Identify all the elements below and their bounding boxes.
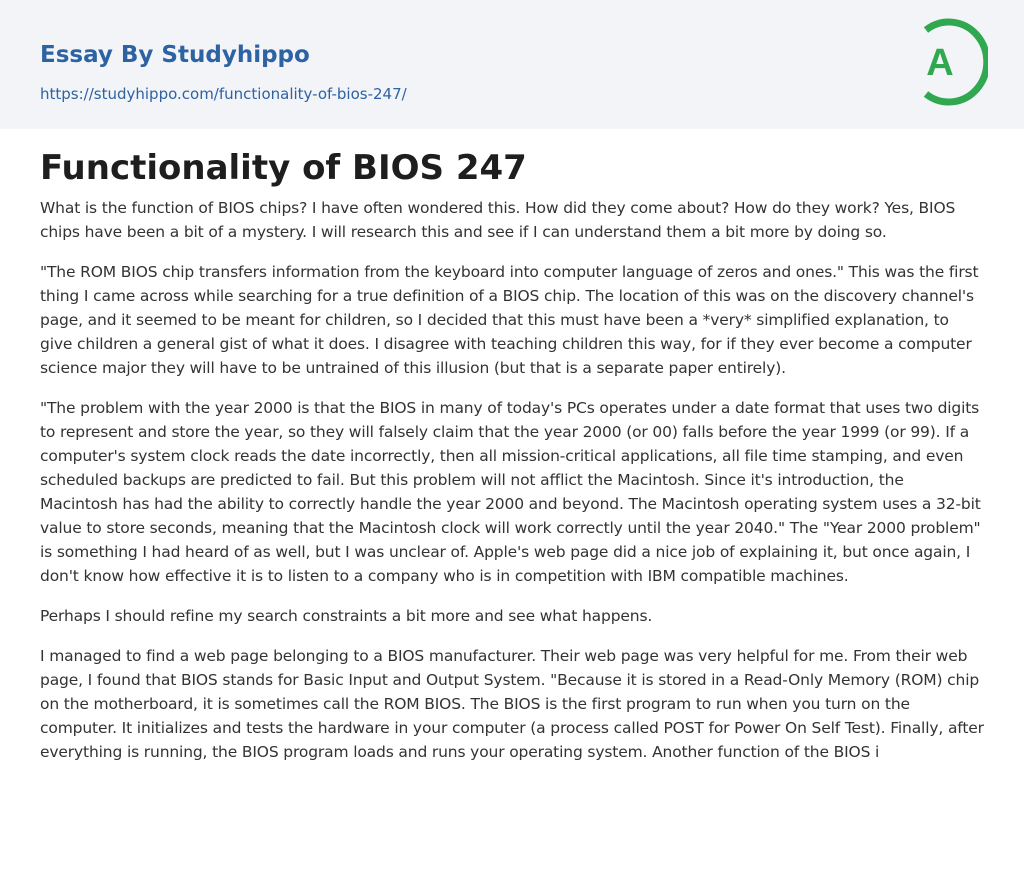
essay-paragraph: "The problem with the year 2000 is that the BIOS in many of today's PCs operates under a date format that uses two digits to represent and store the year, so they will falsely claim that the year 2000 (or 00) falls before the year 1999 (or 99). If a computer's system clock reads the date incorrectly, then all mission-critical applications, all file time stamping, and even scheduled backups are predicted to fail. But this problem will not afflict the Macintosh. Since it's introduction, the Macintosh has had the ability to correctly handle the year 2000 and beyond. The Macintosh operating system uses a 32-bit value to store seconds, meaning that the Macintosh clock will work correctly until the year 2040." The "Year 2000 problem" is something I had heard of as well, but I was unclear of. Apple's web page did a nice job of explaining it, but once again, I don't know how effective it is to listen to a company who is in competition with IBM compatible machines. (40, 399, 981, 585)
site-header (0, 0, 1024, 129)
essay-paragraph: What is the function of BIOS chips? I have often wondered this. How did they come about? How do they work? Yes, BIOS chips have been a bit of a mystery. I will research this and see if I can understand them a bit more by doing so. (40, 199, 956, 241)
essay-paragraph: I managed to find a web page belonging to a BIOS manufacturer. Their web page was very helpful for me. From their web page, I found that BIOS stands for Basic Input and Output System. "Because it is stored in a Read-Only Memory (ROM) chip on the motherboard, it is sometimes call the ROM BIOS. The BIOS is the first program to run when you turn on the computer. It initializes and tests the hardware in your computer (a process called POST for Power On Self Test). Finally, after everything is running, the BIOS program loads and runs your operating system. Another function of the BIOS i (40, 647, 984, 761)
studyhippo-logo-icon[interactable] (912, 18, 988, 106)
page-url-link[interactable]: https://studyhippo.com/functionality-of-bios-247/ (40, 85, 407, 103)
essay-paragraph: "The ROM BIOS chip transfers information from the keyboard into computer language of zeros and ones." This was the first thing I came across while searching for a true definition of a BIOS chip. The location of this was on the discovery channel's page, and it seemed to be meant for children, so I decided that this must have been a *very* simplified explanation, to give children a general gist of what it does. I disagree with teaching children this way, for if they ever become a computer science major they will have to be untrained of this illusion (but that is a separate paper entirely). (40, 263, 979, 377)
essay-content (40, 144, 984, 780)
logo-letter: A (926, 42, 954, 84)
essay-paragraph: Perhaps I should refine my search constraints a bit more and see what happens. (40, 607, 653, 625)
brand-title: Essay By Studyhippo (40, 42, 310, 68)
page-title: Functionality of BIOS 247 (40, 148, 527, 188)
